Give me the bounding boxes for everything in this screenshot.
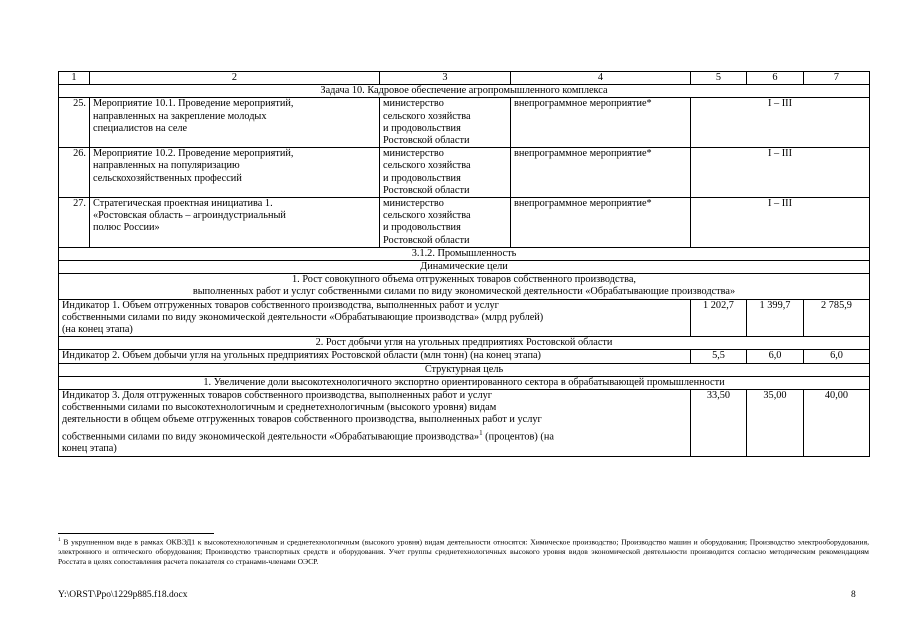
- structural-goal-title: Структурная цель: [59, 363, 870, 376]
- text-line: Индикатор 3. Доля отгруженных товаров собственного производства, выполненных работ и услуг: [62, 390, 492, 402]
- structural-goal-row: [59, 363, 870, 376]
- measure-name: [90, 148, 380, 198]
- measure-period: I – III: [691, 198, 870, 248]
- measure-executor: [380, 198, 511, 248]
- text-fragment: (процентов) (на: [482, 431, 554, 443]
- header-cell: 1: [59, 72, 90, 85]
- footnote-ref[interactable]: 1: [479, 428, 483, 437]
- header-cell: 6: [747, 72, 804, 85]
- text-line: сельского хозяйства: [383, 160, 471, 172]
- text-line: (на конец этапа): [62, 324, 133, 336]
- measure-source: внепрограммное мероприятие*: [511, 198, 691, 248]
- header-row: [59, 72, 870, 85]
- text-line: Мероприятие 10.2. Проведение мероприятий,: [93, 148, 294, 160]
- table-row: [59, 148, 870, 198]
- page-number: 8: [851, 590, 856, 600]
- text-line: Мероприятие 10.1. Проведение мероприятий,: [93, 98, 294, 110]
- task-title: Задача 10. Кадровое обеспечение агропромышленного комплекса: [59, 85, 870, 98]
- indicator-value: 5,5: [691, 350, 747, 363]
- dynamic-goals-row: [59, 261, 870, 274]
- text-line: выполненных работ и услуг собственными силами по виду экономической деятельности «Обрабатывающие производства»: [192, 286, 736, 298]
- text-line: деятельности в общем объеме отгруженных товаров собственного производства, выполненных работ и услуг: [62, 414, 542, 426]
- measure-source: внепрограммное мероприятие*: [511, 148, 691, 198]
- indicator-2-text: Индикатор 2. Объем добычи угля на угольных предприятиях Ростовской области (млн тонн) (на конец этапа): [59, 350, 691, 363]
- text-line: собственными силами по виду экономической деятельности «Обрабатывающие производства» (млрд рублей): [62, 311, 544, 323]
- header-cell: 4: [511, 72, 691, 85]
- text-line: Индикатор 1. Объем отгруженных товаров собственного производства, выполненных работ и услуг: [62, 299, 499, 311]
- text-line: и продовольствия: [383, 122, 461, 134]
- text-line: министерство: [383, 98, 444, 110]
- measure-period: I – III: [691, 148, 870, 198]
- goal-3: 1. Увеличение доли высокотехнологичного экспортно ориентированного сектора в обрабатывающей промышленности: [59, 376, 870, 389]
- text-line: министерство: [383, 148, 444, 160]
- section-title-row: [59, 247, 870, 260]
- measure-number: 25.: [59, 98, 90, 148]
- text-line: министерство: [383, 198, 444, 210]
- indicator-row: [59, 350, 870, 363]
- file-path: Y:\ORST\Ppo\1229p885.f18.docx: [58, 590, 188, 600]
- indicator-row: [59, 390, 870, 456]
- footnote-marker: 1: [58, 537, 61, 543]
- indicator-3-text: [59, 390, 691, 456]
- footnote: [58, 536, 869, 566]
- measure-number: 27.: [59, 198, 90, 248]
- section-title: 3.1.2. Промышленность: [59, 247, 870, 260]
- measure-period: I – III: [691, 98, 870, 148]
- header-cell: 2: [90, 72, 380, 85]
- header-cell: 5: [691, 72, 747, 85]
- text-line: собственными силами по высокотехнологичным и среднетехнологичным (высокого уровня) видам: [62, 402, 497, 414]
- table-row: [59, 198, 870, 248]
- text-line: сельского хозяйства: [383, 110, 471, 122]
- text-line: сельскохозяйственных профессий: [93, 172, 242, 184]
- measure-executor: [380, 148, 511, 198]
- text-line: и продовольствия: [383, 222, 461, 234]
- text-line: Ростовской области: [383, 234, 470, 246]
- dynamic-goals-title: Динамические цели: [59, 261, 870, 274]
- indicator-value: 2 785,9: [804, 299, 870, 337]
- indicator-1-text: [59, 299, 691, 337]
- text-line: Стратегическая проектная инициатива 1.: [93, 198, 273, 210]
- indicator-value: 35,00: [747, 390, 804, 456]
- indicator-value: 40,00: [804, 390, 870, 456]
- measure-executor: [380, 98, 511, 148]
- indicator-value: 33,50: [691, 390, 747, 456]
- measure-name: [90, 198, 380, 248]
- text-line: направленных на популяризацию: [93, 160, 240, 172]
- text-line: сельского хозяйства: [383, 210, 471, 222]
- indicator-value: 6,0: [747, 350, 804, 363]
- header-cell: 7: [804, 72, 870, 85]
- text-line: Ростовской области: [383, 135, 470, 147]
- footnote-separator: [58, 533, 214, 534]
- text-fragment: собственными силами по виду экономической деятельности «Обрабатывающие производства»: [62, 431, 480, 443]
- program-table: [58, 71, 870, 457]
- goal-row: [59, 337, 870, 350]
- text-line: направленных на закрепление молодых: [93, 110, 267, 122]
- goal-row: [59, 274, 870, 299]
- footnote-text: В укрупненном виде в рамках ОКВЭД1 к высокотехнологичным и среднетехнологичным (высокого уровня) видам деятельности относятся: Химическое производство; Производство машин и оборудования; Производство электрооборудования, электронного и оптического оборудования; Производство транспортных средств и оборудования. Учет группы среднетехнологичных высокого уровня видов экономической деятельности производится согласно методическим рекомендациям Росстата в целях сопоставления расчета показателя со странами-членами ОЭСР.: [58, 537, 869, 566]
- indicator-row: [59, 299, 870, 337]
- text-line: «Ростовская область – агроиндустриальный: [93, 210, 286, 222]
- text-line: специалистов на селе: [93, 122, 188, 134]
- text-line: полюс России»: [93, 222, 160, 234]
- task-title-row: [59, 85, 870, 98]
- measure-source: внепрограммное мероприятие*: [511, 98, 691, 148]
- text-line: и продовольствия: [383, 172, 461, 184]
- text-line: конец этапа): [62, 443, 117, 455]
- goal-2: 2. Рост добычи угля на угольных предприятиях Ростовской области: [59, 337, 870, 350]
- indicator-value: 1 399,7: [747, 299, 804, 337]
- text-line: [62, 427, 687, 444]
- text-line: 1. Рост совокупного объема отгруженных товаров собственного производства,: [292, 274, 636, 286]
- table-row: [59, 98, 870, 148]
- header-cell: 3: [380, 72, 511, 85]
- text-line: Ростовской области: [383, 184, 470, 196]
- indicator-value: 1 202,7: [691, 299, 747, 337]
- goal-row: [59, 376, 870, 389]
- indicator-value: 6,0: [804, 350, 870, 363]
- goal-1: [59, 274, 870, 299]
- measure-number: 26.: [59, 148, 90, 198]
- measure-name: [90, 98, 380, 148]
